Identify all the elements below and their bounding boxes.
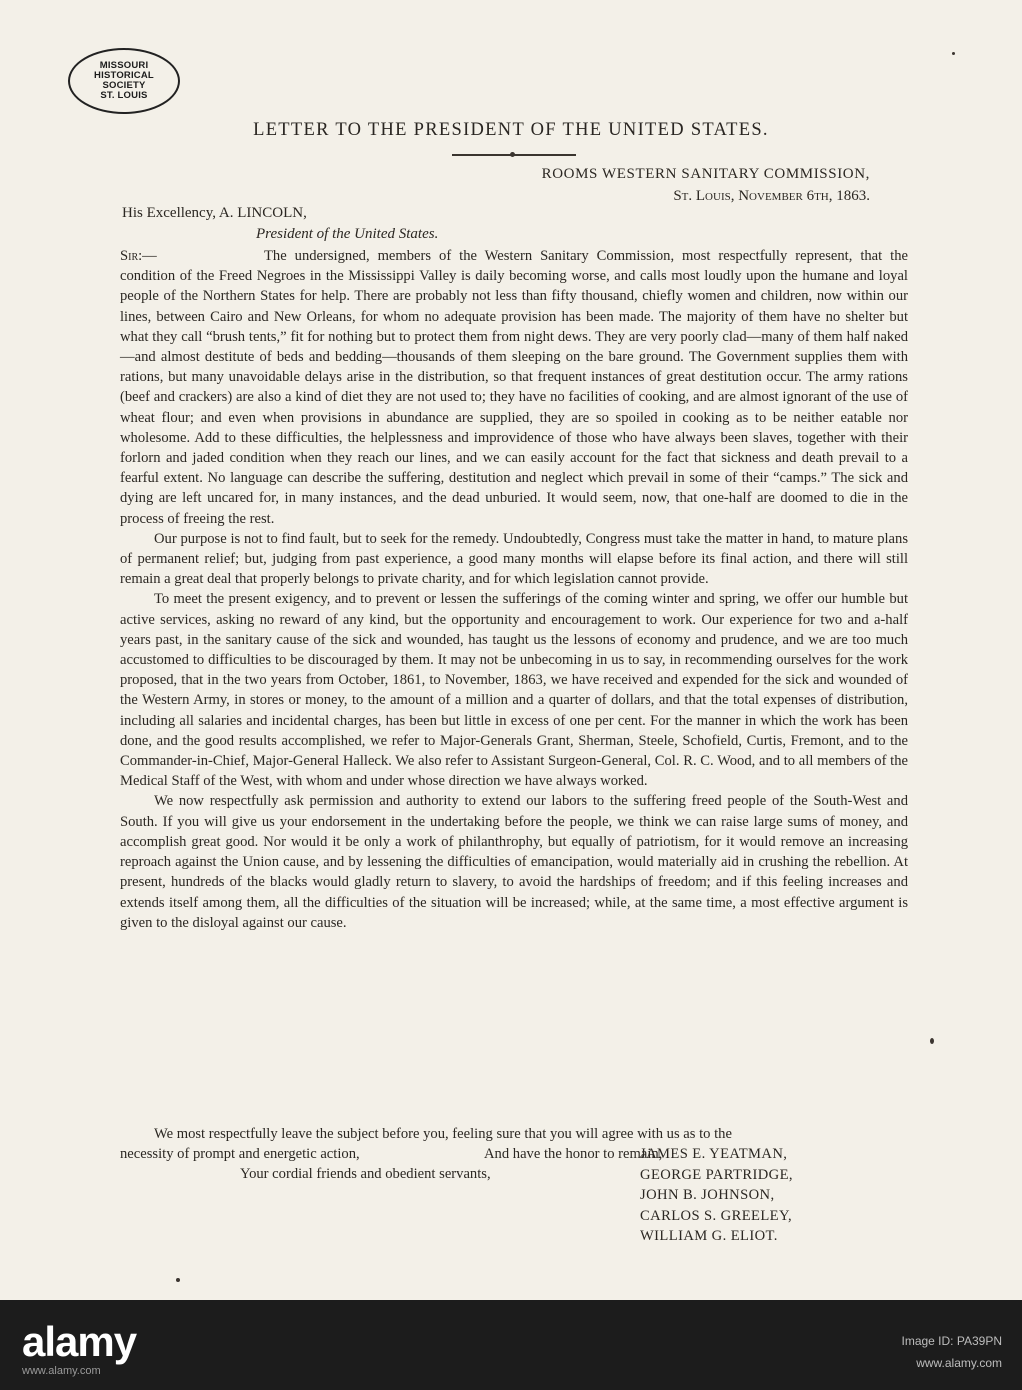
image-id-label: Image ID: PA39PN <box>901 1334 1002 1348</box>
paragraph: To meet the present exigency, and to prevent or lessen the sufferings of the coming winter and spring, we offer our humble but active services, asking no reward of any kind, but the opportunity and encouragement to work. Our experience for two and a-half years past, in the sanitary cause of the sick and wounded, has taught us the lessons of economy and prudence, and we are too much accustomed to difficulties to be discouraged by them. It may not be unbecoming in us to say, in recommending ourselves for the work proposed, that in the two years from October, 1861, to November, 1863, we have received and expended for the sick and wounded of the Western Army, in stores or money, to the amount of a million and a quarter of dollars, and that the total expenses of distribution, including all salaries and incidental charges, has been but little in excess of one per cent. For the manner in which the work has been done, and the good results accomplished, we refer to Major-Generals Grant, Sherman, Steele, Schofield, Curtis, Fremont, and to the Commander-in-Chief, Major-General Halleck. We also refer to Assistant Surgeon-General, Col. R. C. Wood, and to all members of the Medical Staff of the West, with whom and under whose direction we have always worked. <box>120 591 908 790</box>
paragraph: Our purpose is not to find fault, but to seek for the remedy. Undoubtedly, Congress must take the matter in hand, to mature plans of permanent relief; but, judging from past experience, a good many months will elapse before its final action, and there will still remain a great deal that properly belongs to private charity, and for which legislation cannot provide. <box>120 530 908 588</box>
watermark-footer <box>0 1300 1022 1390</box>
signatories <box>640 1144 793 1247</box>
letter-body <box>120 246 908 933</box>
addressee-title: President of the United States. <box>256 226 439 242</box>
letter-title: LETTER TO THE PRESIDENT OF THE UNITED STATES. <box>253 120 769 140</box>
signatory: JOHN B. JOHNSON, <box>640 1187 775 1204</box>
paragraph <box>120 246 908 529</box>
stamp-line: SOCIETY <box>102 80 146 91</box>
dateline: St. Louis, November 6th, 1863. <box>673 188 870 204</box>
paper-speck <box>930 1038 934 1044</box>
paragraph: We now respectfully ask permission and authority to extend our labors to the suffering freed people of the South-West and South. If you will give us your endorsement in the undertaking before the people, we think we can raise large sums of money, and accomplish great good. Nor would it be only a work of philanthrophy, but equally of patriotism, for it would remove an increasing reproach against the Union cause, and by lessening the difficulties of emancipation, would materially aid in crushing the rebellion. At present, hundreds of the blacks would gladly return to slavery, to avoid the hardships of freedom; and if this feeling increases and extends itself among them, all the difficulties of the situation will be increased; while, at the same time, a most effective argument is given to the disloyal against our cause. <box>120 793 908 931</box>
paragraph-text: The undersigned, members of the Western Sanitary Commission, most respectfully represent, that the condition of the Freed Negroes in the Mississippi Valley is daily becoming worse, and calls most loudly upon the humane and loyal people of the Northern States for help. There are probably not less than fifty thousand, chiefly women and children, now within our lines, between Cairo and New Orleans, for whom no adequate provision has been made. The majority of them have no shelter but what they call “brush tents,” fit for nothing but to protect them from night dews. They are very poorly clad—many of them half naked—and almost destitute of beds and bedding—thousands of them sleeping on the bare ground. The Government supplies them with rations, but many unavoidable delays arise in the distribution, so that frequent instances of great destitution occur. The army rations (beef and crackers) are also a kind of diet they are not used to; they have no facilities of cooking, and are almost ignorant of the use of wheat flour; and even when provisions in abundance are supplied, they are so spoiled in cooking as to be neither eatable nor wholesome. Add to these difficulties, the helplessness and improvidence of those who have always been slaves, together with their forlorn and jaded condition when they reach our lines, and we can easily account for the fact that sickness and death prevail to a fearful extent. No language can describe the suffering, destitution and neglect which prevail in some of their “camps.” The sick and dying are left uncared for, in many instances, and the dead unburied. It would seem, now, that one-half are doomed to die in the process of freeing the rest. <box>120 248 908 527</box>
closing-line: And have the honor to remain, <box>484 1146 663 1163</box>
closing-line: Your cordial friends and obedient servants, <box>240 1166 491 1183</box>
alamy-link[interactable]: www.alamy.com <box>22 1365 101 1377</box>
image-id-url: www.alamy.com <box>916 1356 1002 1370</box>
addressee-line: His Excellency, A. LINCOLN, <box>122 205 307 221</box>
paper-speck <box>176 1278 180 1282</box>
signatory: WILLIAM G. ELIOT. <box>640 1228 778 1245</box>
stamp-line: ST. LOUIS <box>100 90 148 101</box>
alamy-logo: alamy <box>22 1318 137 1365</box>
salutation: Sir:— <box>120 248 157 264</box>
closing-line: necessity of prompt and energetic action, <box>120 1146 360 1163</box>
signatory: CARLOS S. GREELEY, <box>640 1207 793 1224</box>
closing-line: We most respectfully leave the subject before you, feeling sure that you will agree with us as to the <box>154 1126 732 1142</box>
signatory: JAMES E. YEATMAN, <box>640 1146 788 1162</box>
signatory: GEORGE PARTRIDGE, <box>640 1166 793 1183</box>
stamp-line: HISTORICAL <box>94 70 154 81</box>
historical-society-stamp <box>68 48 180 114</box>
stamp-line: MISSOURI <box>99 60 149 71</box>
org-heading: ROOMS WESTERN SANITARY COMMISSION, <box>541 166 870 182</box>
paper-speck <box>952 52 955 55</box>
title-divider-dot <box>510 152 515 157</box>
image-id <box>902 1330 1003 1374</box>
